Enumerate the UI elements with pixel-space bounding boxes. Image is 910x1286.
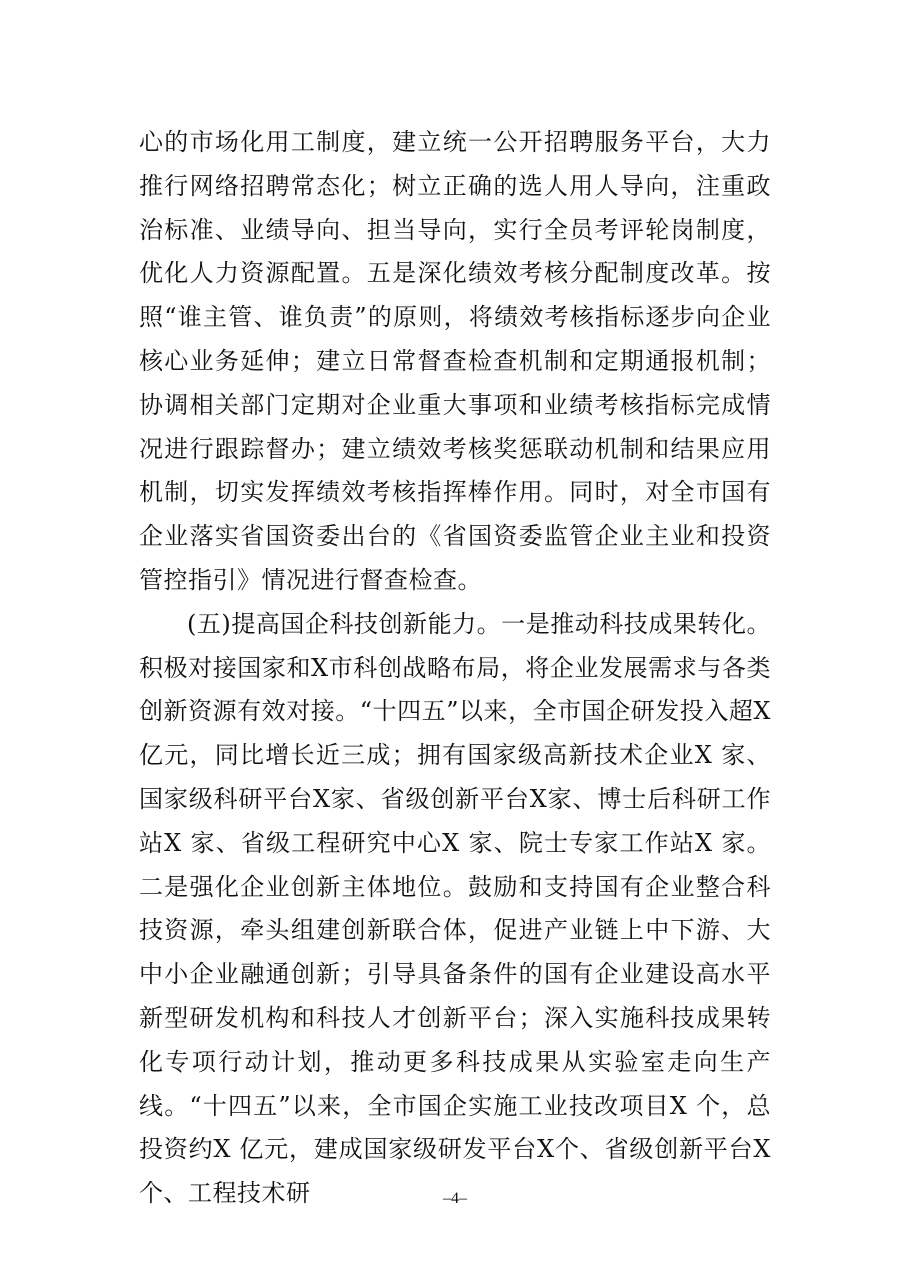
paragraph-continued: 心的市场化用工制度，建立统一公开招聘服务平台，大力推行网络招聘常态化；树立正确的选人用人导向，注重政治标准、业绩导向、担当导向，实行全员考评轮岗制度，优化人力资源配置。五是深化绩效考核分配制度改革。按照“谁主管、谁负责”的原则，将绩效考核指标逐步向企业核心业务延伸；建立日常督查检查机制和定期通报机制；协调相关部门定期对企业重大事项和业绩考核指标完成情况进行跟踪督办；建立绩效考核奖惩联动机制和结果应用机制，切实发挥绩效考核指挥棒作用。同时，对全市国有企业落实省国资委出台的《省国资委监管企业主业和投资管控指引》情况进行督查检查。 [139,128,771,594]
page-number: –4– [443,1190,467,1207]
paragraph-section-five: (五)提高国企科技创新能力。一是推动科技成果转化。积极对接国家和X市科创战略布局，将企业发展需求与各类创新资源有效对接。“十四五”以来，全市国企研发投入超X亿元，同比增长近三成；拥有国家级高新技术企业X 家、国家级科研平台X家、省级创新平台X家、博士后科研工作站X 家、省级工程研究中心X 家、院士专家工作站X 家。二是强化企业创新主体地位。鼓励和支持国有企业整合科技资源，牵头组建创新联合体，促进产业链上中下游、大中小企业融通创新；引导具备条件的国有企业建设高水平新型研发机构和科技人才创新平台；深入实施科技成果转化专项行动计划，推动更多科技成果从实验室走向生产线。“十四五”以来，全市国企实施工业技改项目X 个，总投资约X 亿元，建成国家级研发平台X个、省级创新平台X个、工程技术研 [139,609,771,1208]
document-body [139,121,771,1216]
